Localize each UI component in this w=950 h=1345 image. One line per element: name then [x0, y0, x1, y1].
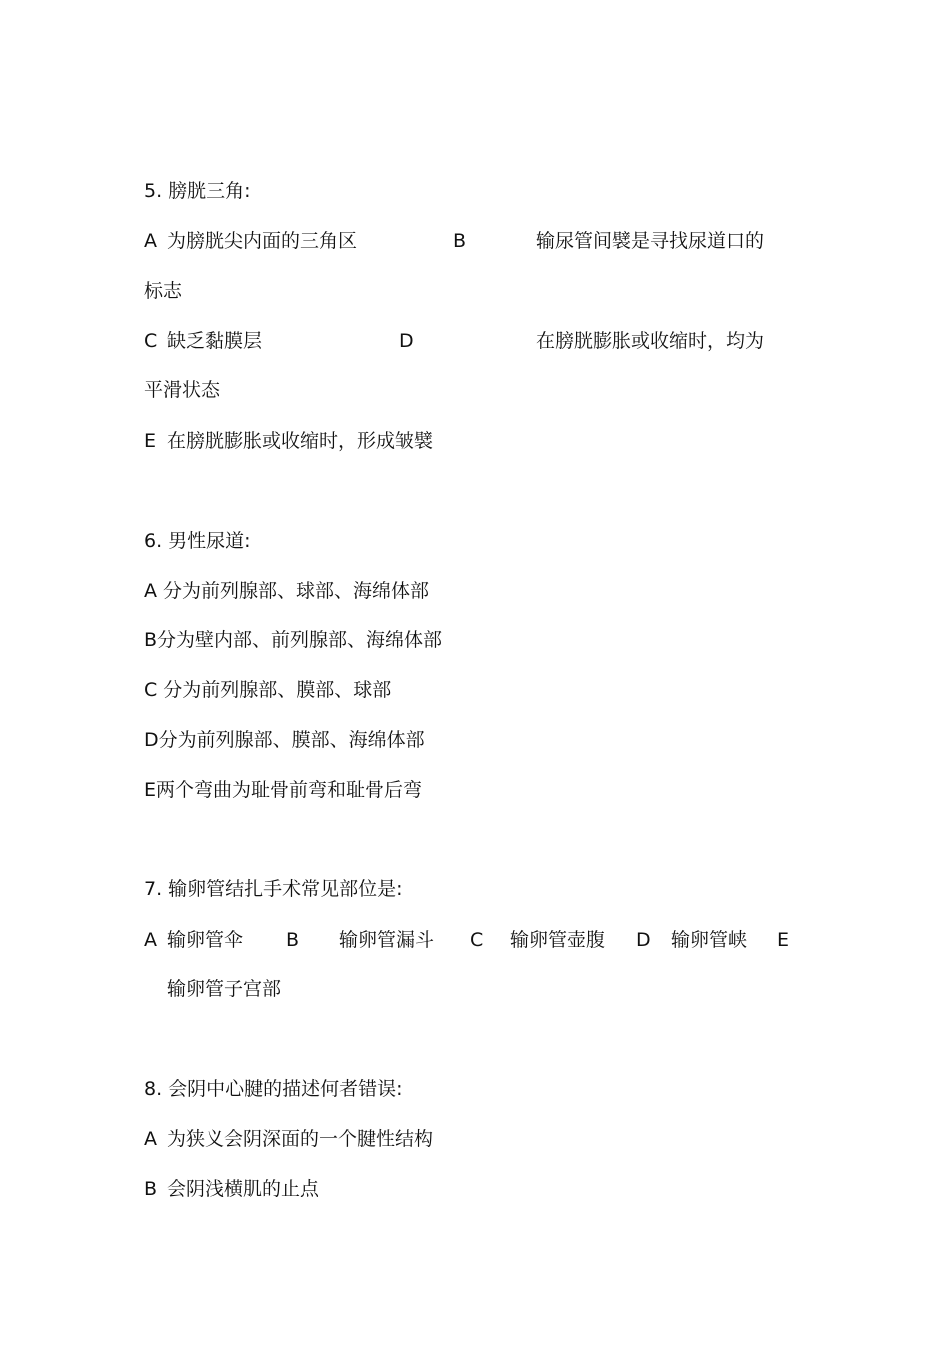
q7-title: 7. 输卵管结扎手术常见部位是: — [144, 878, 403, 900]
q7-option-b-text: 输卵管漏斗 — [339, 929, 435, 951]
q5-option-b-continued: 标志 — [144, 280, 183, 302]
q6-title: 6. 男性尿道: — [144, 530, 251, 552]
q5-option-a-text: 为膀胱尖内面的三角区 — [167, 230, 358, 252]
q8-option-a-text: 为狭义会阴深面的一个腱性结构 — [167, 1128, 434, 1150]
q5-option-a-label: A — [144, 230, 157, 252]
q8-option-b-label: B — [144, 1178, 158, 1200]
q7-option-d-label: D — [636, 929, 651, 951]
q7-option-c-label: C — [470, 929, 484, 951]
q5-option-b-label: B — [453, 230, 467, 252]
q7-option-b-label: B — [286, 929, 300, 951]
q6-option-d: D分为前列腺部、膜部、海绵体部 — [144, 729, 425, 751]
q8-title: 8. 会阴中心腱的描述何者错误: — [144, 1078, 403, 1100]
q5-option-d-text: 在膀胱膨胀或收缩时，均为 — [536, 330, 765, 352]
q5-option-d-continued: 平滑状态 — [144, 379, 221, 401]
q7-option-e-text: 输卵管子宫部 — [167, 978, 282, 1000]
q5-option-e-label: E — [144, 430, 157, 452]
q5-option-e-text: 在膀胱膨胀或收缩时，形成皱襞 — [167, 430, 434, 452]
q6-option-b: B分为壁内部、前列腺部、海绵体部 — [144, 629, 443, 651]
q5-title: 5. 膀胱三角: — [144, 180, 251, 202]
q5-option-c-label: C — [144, 330, 158, 352]
q7-option-d-text: 输卵管峡 — [671, 929, 748, 951]
q7-option-c-text: 输卵管壶腹 — [510, 929, 606, 951]
q8-option-b-text: 会阴浅横肌的止点 — [167, 1178, 320, 1200]
q7-option-a-label: A — [144, 929, 157, 951]
q6-option-a: A 分为前列腺部、球部、海绵体部 — [144, 580, 430, 602]
q7-option-a-text: 输卵管伞 — [167, 929, 244, 951]
q5-option-b-text: 输尿管间襞是寻找尿道口的 — [536, 230, 765, 252]
q6-option-e: E两个弯曲为耻骨前弯和耻骨后弯 — [144, 779, 423, 801]
q5-option-d-label: D — [399, 330, 414, 352]
q5-option-c-text: 缺乏黏膜层 — [167, 330, 263, 352]
q7-option-e-label: E — [777, 929, 790, 951]
q8-option-a-label: A — [144, 1128, 157, 1150]
q6-option-c: C 分为前列腺部、膜部、球部 — [144, 679, 392, 701]
